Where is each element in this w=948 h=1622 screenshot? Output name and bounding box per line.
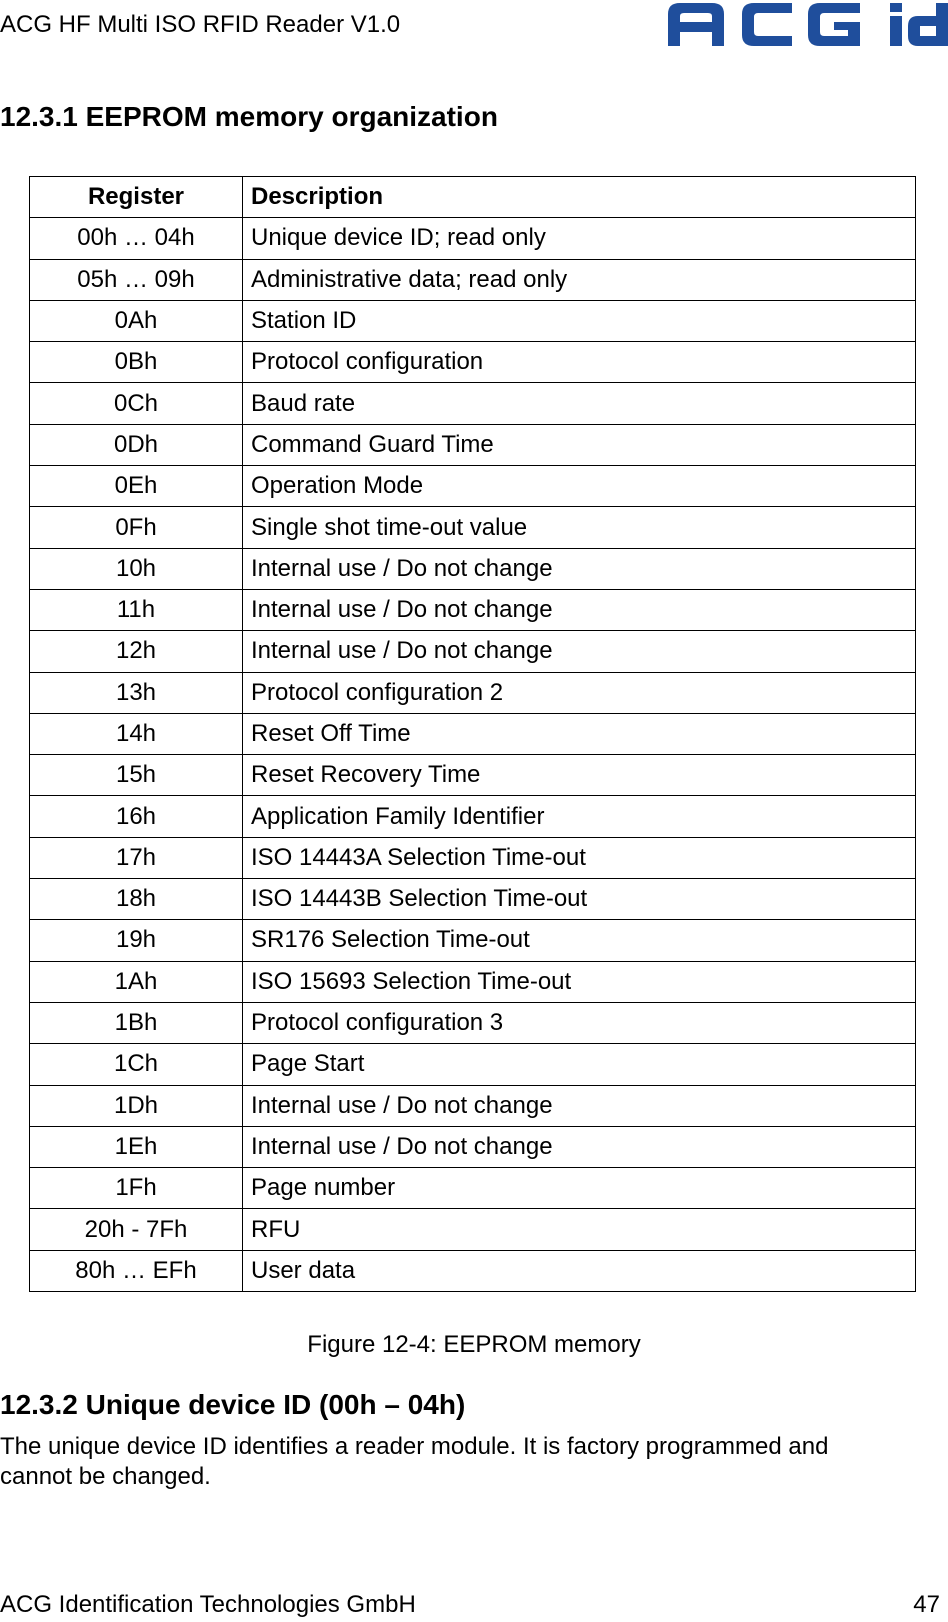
description-cell: Application Family Identifier: [243, 796, 916, 837]
column-header-description: Description: [243, 177, 916, 218]
table-row: [30, 383, 916, 424]
register-cell: 0Dh: [30, 424, 243, 465]
register-cell: 12h: [30, 631, 243, 672]
table-row: [30, 1126, 916, 1167]
register-cell: 0Ah: [30, 300, 243, 341]
table-row: [30, 507, 916, 548]
table-row: [30, 837, 916, 878]
table-header-row: [30, 177, 916, 218]
table-row: [30, 548, 916, 589]
register-cell: 0Eh: [30, 466, 243, 507]
description-cell: ISO 14443B Selection Time-out: [243, 879, 916, 920]
description-cell: Protocol configuration: [243, 342, 916, 383]
eeprom-register-table: [29, 176, 916, 1292]
register-cell: 05h … 09h: [30, 259, 243, 300]
footer-company-name: ACG Identification Technologies GmbH: [0, 1591, 416, 1618]
table-row: [30, 1250, 916, 1291]
figure-caption: Figure 12-4: EEPROM memory: [307, 1331, 641, 1358]
register-cell: 15h: [30, 755, 243, 796]
register-cell: 14h: [30, 713, 243, 754]
register-cell: 20h - 7Fh: [30, 1209, 243, 1250]
table-row: [30, 1085, 916, 1126]
description-cell: Page number: [243, 1168, 916, 1209]
description-cell: ISO 15693 Selection Time-out: [243, 961, 916, 1002]
register-cell: 1Bh: [30, 1002, 243, 1043]
register-cell: 1Eh: [30, 1126, 243, 1167]
description-cell: Page Start: [243, 1044, 916, 1085]
description-cell: Command Guard Time: [243, 424, 916, 465]
table-row: [30, 672, 916, 713]
table-body: [30, 218, 916, 1292]
table-row: [30, 713, 916, 754]
column-header-register: Register: [30, 177, 243, 218]
description-cell: Internal use / Do not change: [243, 1126, 916, 1167]
description-cell: ISO 14443A Selection Time-out: [243, 837, 916, 878]
register-cell: 80h … EFh: [30, 1250, 243, 1291]
table-row: [30, 1209, 916, 1250]
description-cell: Single shot time-out value: [243, 507, 916, 548]
register-cell: 0Fh: [30, 507, 243, 548]
register-cell: 1Ch: [30, 1044, 243, 1085]
description-cell: Administrative data; read only: [243, 259, 916, 300]
register-cell: 16h: [30, 796, 243, 837]
table-row: [30, 589, 916, 630]
document-header-title: ACG HF Multi ISO RFID Reader V1.0: [0, 11, 401, 38]
footer-page-number: 47: [913, 1591, 940, 1618]
table-row: [30, 342, 916, 383]
table-row: [30, 218, 916, 259]
table-row: [30, 1044, 916, 1085]
register-cell: 17h: [30, 837, 243, 878]
section-heading-unique-device-id: 12.3.2 Unique device ID (00h – 04h): [0, 1389, 466, 1420]
register-cell: 19h: [30, 920, 243, 961]
description-cell: Internal use / Do not change: [243, 589, 916, 630]
acg-id-logo: [668, 0, 948, 50]
description-cell: Internal use / Do not change: [243, 631, 916, 672]
description-cell: SR176 Selection Time-out: [243, 920, 916, 961]
register-cell: 10h: [30, 548, 243, 589]
table-row: [30, 424, 916, 465]
table-row: [30, 466, 916, 507]
register-cell: 1Dh: [30, 1085, 243, 1126]
table-row: [30, 755, 916, 796]
register-cell: 0Ch: [30, 383, 243, 424]
register-cell: 13h: [30, 672, 243, 713]
description-cell: Unique device ID; read only: [243, 218, 916, 259]
section-heading-eeprom-organization: 12.3.1 EEPROM memory organization: [0, 101, 498, 132]
table-row: [30, 879, 916, 920]
description-cell: User data: [243, 1250, 916, 1291]
description-cell: Protocol configuration 2: [243, 672, 916, 713]
description-cell: Baud rate: [243, 383, 916, 424]
table-row: [30, 920, 916, 961]
table-row: [30, 259, 916, 300]
table-row: [30, 300, 916, 341]
table-row: [30, 1168, 916, 1209]
table-row: [30, 961, 916, 1002]
register-cell: 11h: [30, 589, 243, 630]
register-cell: 1Fh: [30, 1168, 243, 1209]
description-cell: Protocol configuration 3: [243, 1002, 916, 1043]
register-cell: 1Ah: [30, 961, 243, 1002]
register-cell: 18h: [30, 879, 243, 920]
table-row: [30, 1002, 916, 1043]
description-cell: Reset Recovery Time: [243, 755, 916, 796]
description-cell: Operation Mode: [243, 466, 916, 507]
description-cell: RFU: [243, 1209, 916, 1250]
table-row: [30, 796, 916, 837]
register-cell: 00h … 04h: [30, 218, 243, 259]
register-cell: 0Bh: [30, 342, 243, 383]
table-row: [30, 631, 916, 672]
description-cell: Internal use / Do not change: [243, 548, 916, 589]
description-cell: Reset Off Time: [243, 713, 916, 754]
description-cell: Internal use / Do not change: [243, 1085, 916, 1126]
description-cell: Station ID: [243, 300, 916, 341]
paragraph-unique-device-id: The unique device ID identifies a reader module. It is factory programmed and cannot be changed.: [0, 1433, 829, 1490]
